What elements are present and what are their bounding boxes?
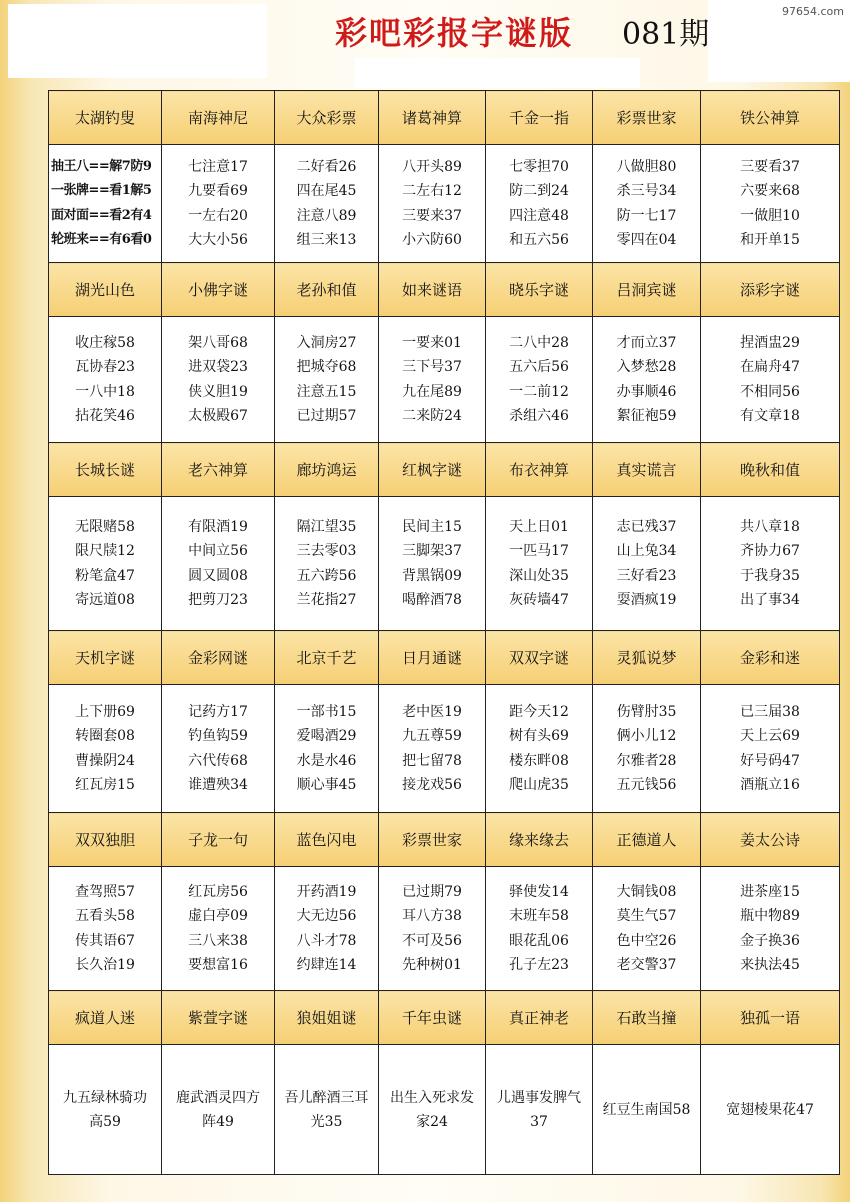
riddle-line: 民间主15 bbox=[402, 518, 462, 535]
riddle-line: 九要看69 bbox=[188, 183, 248, 199]
riddle-line: 齐协力67 bbox=[740, 543, 800, 559]
riddle-line: 五六跨56 bbox=[296, 567, 357, 584]
riddle-cell bbox=[701, 497, 840, 631]
riddle-line: 红瓦房56 bbox=[188, 883, 248, 900]
riddle-line: 杀三号34 bbox=[616, 183, 677, 199]
riddle-cell bbox=[379, 145, 486, 263]
column-header: 蓝色闪电 bbox=[275, 813, 379, 867]
riddle-line: 不可及56 bbox=[402, 932, 462, 949]
riddle-line: 于我身35 bbox=[740, 567, 800, 584]
riddle-line: 尔雅者28 bbox=[616, 752, 677, 769]
riddle-cell bbox=[275, 1045, 379, 1175]
riddle-line: 一张牌==看1解5 bbox=[51, 183, 152, 198]
riddle-cell bbox=[701, 317, 840, 443]
riddle-line: 把七留78 bbox=[402, 752, 462, 769]
column-header: 老六神算 bbox=[162, 443, 275, 497]
riddle-line: 楼东畔08 bbox=[509, 752, 569, 769]
riddle-line: 限尺牍12 bbox=[75, 543, 135, 559]
riddle-line: 俩小儿12 bbox=[616, 728, 677, 744]
riddle-cell bbox=[275, 497, 379, 631]
riddle-line: 耍酒疯19 bbox=[616, 592, 677, 608]
riddle-cell bbox=[379, 867, 486, 991]
column-header: 灵狐说梦 bbox=[593, 631, 701, 685]
header-row bbox=[49, 263, 840, 317]
riddle-line: 记药方17 bbox=[188, 703, 248, 720]
riddle-line: 瓶中物89 bbox=[740, 908, 800, 924]
riddle-line: 吾儿醉酒三耳 bbox=[284, 1089, 369, 1106]
page-title: 彩吧彩报字谜版 bbox=[335, 14, 574, 52]
riddle-cell bbox=[701, 145, 840, 263]
riddle-line: 三八来38 bbox=[188, 932, 248, 949]
riddle-cell bbox=[162, 497, 275, 631]
riddle-line: 大无边56 bbox=[296, 908, 357, 924]
riddle-cell bbox=[162, 1045, 275, 1175]
riddle-line: 传其语67 bbox=[75, 932, 135, 949]
riddle-cell bbox=[379, 685, 486, 813]
riddle-line: 不相同56 bbox=[740, 383, 800, 400]
riddle-line: 驿使发14 bbox=[509, 883, 569, 900]
riddle-line: 水是水46 bbox=[296, 752, 357, 769]
header-row bbox=[49, 443, 840, 497]
riddle-line: 三好看23 bbox=[616, 567, 677, 584]
riddle-line: 注意五15 bbox=[296, 383, 357, 400]
riddle-line: 防一七17 bbox=[616, 207, 677, 224]
riddle-line: 天上云69 bbox=[740, 728, 800, 744]
riddle-line: 三脚架37 bbox=[402, 543, 462, 559]
riddle-line: 隔江望35 bbox=[296, 518, 357, 535]
riddle-line: 37 bbox=[530, 1113, 548, 1130]
riddle-line: 红豆生南国58 bbox=[602, 1101, 691, 1118]
column-header: 红枫字谜 bbox=[379, 443, 486, 497]
column-header: 添彩字谜 bbox=[701, 263, 840, 317]
column-header: 太湖钓叟 bbox=[49, 91, 162, 145]
riddle-line: 好号码47 bbox=[740, 752, 800, 769]
riddle-line: 一做胆10 bbox=[740, 207, 800, 224]
header-row bbox=[49, 631, 840, 685]
riddle-line: 酒瓶立16 bbox=[740, 777, 800, 793]
riddle-line: 一要来01 bbox=[402, 334, 462, 351]
column-header: 天机字谜 bbox=[49, 631, 162, 685]
riddle-line: 光35 bbox=[310, 1113, 343, 1130]
riddle-line: 进双袋23 bbox=[188, 359, 248, 375]
riddle-cell bbox=[593, 685, 701, 813]
column-header: 真实谎言 bbox=[593, 443, 701, 497]
content-row bbox=[49, 145, 840, 263]
riddle-line: 红瓦房15 bbox=[75, 777, 135, 793]
riddle-line: 抽王八==解7防9 bbox=[51, 158, 152, 174]
riddle-line: 在扁舟47 bbox=[740, 359, 800, 375]
riddle-line: 来执法45 bbox=[740, 957, 800, 973]
riddle-cell bbox=[49, 317, 162, 443]
riddle-table bbox=[48, 90, 840, 1175]
column-header: 金彩网谜 bbox=[162, 631, 275, 685]
riddle-line: 三要看37 bbox=[740, 158, 800, 175]
column-header: 子龙一句 bbox=[162, 813, 275, 867]
column-header: 金彩和迷 bbox=[701, 631, 840, 685]
riddle-line: 把城夺68 bbox=[296, 359, 357, 375]
riddle-line: 一部书15 bbox=[296, 703, 357, 720]
riddle-line: 办事顺46 bbox=[616, 383, 677, 400]
riddle-line: 共八章18 bbox=[740, 518, 800, 535]
riddle-line: 九在尾89 bbox=[402, 383, 462, 400]
riddle-cell bbox=[49, 867, 162, 991]
riddle-cell bbox=[379, 1045, 486, 1175]
riddle-cell bbox=[162, 145, 275, 263]
issue-number: 081期 bbox=[622, 17, 710, 52]
riddle-line: 面对面==看2有4 bbox=[51, 207, 152, 223]
riddle-line: 谁遭殃34 bbox=[188, 777, 248, 793]
riddle-line: 和五六56 bbox=[509, 232, 569, 248]
riddle-line: 一八中18 bbox=[75, 383, 135, 400]
column-header: 疯道人迷 bbox=[49, 991, 162, 1045]
riddle-cell bbox=[593, 1045, 701, 1175]
riddle-line: 开药酒19 bbox=[296, 883, 357, 900]
column-header: 布衣神算 bbox=[486, 443, 593, 497]
riddle-line: 家24 bbox=[416, 1113, 448, 1130]
riddle-line: 絮征袍59 bbox=[616, 408, 677, 424]
riddle-line: 一二前12 bbox=[509, 383, 569, 400]
riddle-cell bbox=[701, 867, 840, 991]
riddle-cell bbox=[379, 317, 486, 443]
riddle-line: 已三届38 bbox=[740, 703, 800, 720]
riddle-line: 圆又圆08 bbox=[188, 567, 248, 584]
riddle-cell bbox=[701, 1045, 840, 1175]
riddle-line: 收庄稼58 bbox=[75, 334, 135, 351]
riddle-line: 粉笔盒47 bbox=[75, 567, 135, 584]
column-header: 如来谜语 bbox=[379, 263, 486, 317]
column-header: 真正神老 bbox=[486, 991, 593, 1045]
riddle-line: 转圈套08 bbox=[75, 728, 135, 744]
riddle-line: 五元钱56 bbox=[616, 777, 677, 793]
riddle-line: 八开头89 bbox=[402, 158, 462, 175]
riddle-line: 入梦愁28 bbox=[616, 359, 677, 375]
riddle-line: 要想富16 bbox=[188, 957, 248, 973]
riddle-line: 才而立37 bbox=[616, 334, 677, 351]
riddle-line: 鹿武酒灵四方 bbox=[176, 1089, 260, 1106]
riddle-line: 小六防60 bbox=[402, 232, 462, 248]
riddle-line: 树有头69 bbox=[509, 728, 569, 744]
riddle-line: 九五绿林骑功 bbox=[63, 1089, 147, 1106]
riddle-line: 伤臂肘35 bbox=[616, 703, 677, 720]
riddle-cell bbox=[593, 497, 701, 631]
riddle-line: 九五尊59 bbox=[402, 728, 462, 744]
riddle-line: 三去零03 bbox=[296, 543, 357, 559]
riddle-line: 四在尾45 bbox=[296, 183, 357, 199]
riddle-line: 已过期57 bbox=[296, 408, 357, 424]
header-row bbox=[49, 813, 840, 867]
column-header: 廊坊鸿运 bbox=[275, 443, 379, 497]
riddle-line: 一匹马17 bbox=[509, 543, 569, 559]
riddle-line: 进茶座15 bbox=[740, 883, 800, 900]
column-header: 大众彩票 bbox=[275, 91, 379, 145]
riddle-cell bbox=[49, 1045, 162, 1175]
riddle-line: 八做胆80 bbox=[616, 158, 677, 175]
riddle-cell bbox=[486, 685, 593, 813]
header-row bbox=[49, 991, 840, 1045]
column-header: 狼姐姐谜 bbox=[275, 991, 379, 1045]
riddle-line: 儿遇事发脾气 bbox=[497, 1089, 581, 1106]
riddle-line: 灰砖墙47 bbox=[509, 592, 569, 608]
riddle-line: 太极殿67 bbox=[188, 408, 248, 424]
riddle-line: 钓鱼钩59 bbox=[188, 728, 248, 744]
riddle-cell bbox=[49, 145, 162, 263]
column-header: 独孤一语 bbox=[701, 991, 840, 1045]
riddle-cell bbox=[49, 497, 162, 631]
riddle-line: 大大小56 bbox=[188, 232, 248, 248]
column-header: 正德道人 bbox=[593, 813, 701, 867]
riddle-line: 中间立56 bbox=[188, 543, 248, 559]
riddle-line: 耳八方38 bbox=[402, 908, 462, 924]
riddle-cell bbox=[49, 685, 162, 813]
riddle-line: 架八哥68 bbox=[188, 334, 248, 351]
column-header: 老孙和值 bbox=[275, 263, 379, 317]
riddle-cell bbox=[162, 685, 275, 813]
column-header: 千金一指 bbox=[486, 91, 593, 145]
riddle-line: 六代传68 bbox=[188, 752, 248, 769]
riddle-cell bbox=[275, 317, 379, 443]
riddle-line: 先种树01 bbox=[402, 957, 462, 973]
riddle-line: 有文章18 bbox=[740, 408, 800, 424]
column-header: 缘来缘去 bbox=[486, 813, 593, 867]
riddle-line: 入洞房27 bbox=[296, 334, 357, 351]
riddle-line: 捏酒盅29 bbox=[740, 334, 800, 351]
riddle-line: 高59 bbox=[89, 1113, 121, 1130]
riddle-line: 爬山虎35 bbox=[509, 777, 569, 793]
column-header: 双双字谜 bbox=[486, 631, 593, 685]
riddle-line: 查驾照57 bbox=[75, 883, 135, 900]
riddle-line: 出了事34 bbox=[740, 592, 800, 608]
riddle-line: 爱喝酒29 bbox=[296, 728, 357, 744]
riddle-line: 老交警37 bbox=[616, 957, 677, 973]
riddle-line: 阵49 bbox=[202, 1113, 234, 1130]
content-row bbox=[49, 317, 840, 443]
riddle-line: 把剪刀23 bbox=[188, 592, 248, 608]
column-header: 湖光山色 bbox=[49, 263, 162, 317]
riddle-line: 二好看26 bbox=[296, 158, 357, 175]
riddle-line: 虚白亭09 bbox=[188, 908, 248, 924]
column-header: 彩票世家 bbox=[379, 813, 486, 867]
riddle-line: 瓦协春23 bbox=[75, 359, 135, 375]
riddle-cell bbox=[593, 317, 701, 443]
riddle-line: 寄远道08 bbox=[75, 592, 135, 608]
riddle-line: 三要来37 bbox=[402, 207, 462, 224]
riddle-cell bbox=[486, 867, 593, 991]
column-header: 长城长谜 bbox=[49, 443, 162, 497]
riddle-line: 约肆连14 bbox=[296, 957, 357, 973]
column-header: 姜太公诗 bbox=[701, 813, 840, 867]
column-header: 石敢当撞 bbox=[593, 991, 701, 1045]
riddle-line: 上下册69 bbox=[75, 703, 135, 720]
riddle-line: 注意八89 bbox=[296, 207, 357, 224]
riddle-line: 天上日01 bbox=[509, 518, 569, 535]
riddle-line: 二左右12 bbox=[402, 183, 462, 199]
riddle-line: 二来防24 bbox=[402, 408, 462, 424]
content-row bbox=[49, 867, 840, 991]
riddle-line: 兰花指27 bbox=[296, 592, 357, 608]
riddle-line: 长久治19 bbox=[75, 957, 135, 973]
riddle-line: 防二到24 bbox=[509, 183, 569, 199]
column-header: 铁公神算 bbox=[701, 91, 840, 145]
riddle-cell bbox=[593, 145, 701, 263]
riddle-line: 孔子左23 bbox=[509, 957, 569, 973]
column-header: 南海神尼 bbox=[162, 91, 275, 145]
column-header: 彩票世家 bbox=[593, 91, 701, 145]
riddle-line: 深山处35 bbox=[509, 567, 569, 584]
riddle-cell bbox=[162, 317, 275, 443]
riddle-cell bbox=[486, 317, 593, 443]
riddle-cell bbox=[486, 145, 593, 263]
riddle-line: 有限酒19 bbox=[188, 518, 248, 535]
riddle-line: 杀组六46 bbox=[509, 408, 569, 424]
riddle-line: 四注意48 bbox=[509, 207, 569, 224]
content-row bbox=[49, 1045, 840, 1175]
content-row bbox=[49, 497, 840, 631]
riddle-line: 眼花乱06 bbox=[509, 932, 569, 949]
column-header: 紫萱字谜 bbox=[162, 991, 275, 1045]
riddle-line: 出生入死求发 bbox=[390, 1089, 474, 1106]
riddle-line: 五看头58 bbox=[75, 908, 135, 924]
riddle-cell bbox=[379, 497, 486, 631]
riddle-line: 八斗才78 bbox=[296, 932, 357, 949]
riddle-line: 金子换36 bbox=[740, 932, 800, 949]
column-header: 千年虫谜 bbox=[379, 991, 486, 1045]
riddle-cell bbox=[275, 145, 379, 263]
column-header: 诸葛神算 bbox=[379, 91, 486, 145]
riddle-line: 七注意17 bbox=[188, 158, 248, 175]
riddle-line: 顺心事45 bbox=[296, 777, 357, 793]
riddle-cell bbox=[162, 867, 275, 991]
riddle-line: 志已残37 bbox=[616, 518, 677, 535]
riddle-cell bbox=[486, 497, 593, 631]
riddle-line: 组三来13 bbox=[296, 232, 357, 248]
riddle-line: 七零担70 bbox=[509, 158, 569, 175]
riddle-line: 背黑锅09 bbox=[402, 567, 462, 584]
column-header: 日月通谜 bbox=[379, 631, 486, 685]
column-header: 双双独胆 bbox=[49, 813, 162, 867]
riddle-line: 五六后56 bbox=[509, 359, 569, 375]
riddle-line: 侠义胆19 bbox=[188, 383, 248, 400]
riddle-line: 距今天12 bbox=[509, 703, 569, 720]
riddle-line: 喝醉酒78 bbox=[402, 592, 462, 608]
riddle-cell bbox=[275, 867, 379, 991]
column-header: 晚秋和值 bbox=[701, 443, 840, 497]
riddle-line: 莫生气57 bbox=[616, 908, 677, 924]
riddle-line: 和开单15 bbox=[740, 232, 800, 248]
riddle-line: 大铜钱08 bbox=[616, 883, 677, 900]
riddle-line: 已过期79 bbox=[402, 883, 462, 900]
riddle-cell bbox=[701, 685, 840, 813]
riddle-line: 二八中28 bbox=[509, 334, 569, 351]
blank-area-top-center bbox=[355, 58, 640, 88]
column-header: 吕洞宾谜 bbox=[593, 263, 701, 317]
column-header: 晓乐字谜 bbox=[486, 263, 593, 317]
riddle-line: 零四在04 bbox=[616, 232, 677, 248]
riddle-line: 三下号37 bbox=[402, 359, 462, 375]
column-header: 北京千艺 bbox=[275, 631, 379, 685]
riddle-line: 老中医19 bbox=[402, 703, 462, 720]
riddle-line: 一左右20 bbox=[188, 207, 248, 224]
site-watermark: 97654.com bbox=[782, 5, 844, 18]
blank-area-top-left bbox=[8, 4, 267, 78]
riddle-cell bbox=[275, 685, 379, 813]
riddle-line: 轮班来==有6看0 bbox=[51, 232, 152, 247]
riddle-line: 无限赌58 bbox=[75, 518, 135, 535]
riddle-cell bbox=[593, 867, 701, 991]
riddle-line: 拈花笑46 bbox=[75, 408, 135, 424]
riddle-line: 接龙戏56 bbox=[402, 777, 462, 793]
content-row bbox=[49, 685, 840, 813]
riddle-line: 色中空26 bbox=[616, 932, 677, 949]
riddle-line: 六要来68 bbox=[740, 183, 800, 199]
riddle-line: 曹操阴24 bbox=[75, 752, 135, 769]
column-header: 小佛字谜 bbox=[162, 263, 275, 317]
riddle-line: 宽翅棱果花47 bbox=[726, 1101, 814, 1118]
header-row bbox=[49, 91, 840, 145]
riddle-line: 末班车58 bbox=[509, 908, 569, 924]
riddle-line: 山上兔34 bbox=[616, 543, 677, 559]
riddle-cell bbox=[486, 1045, 593, 1175]
